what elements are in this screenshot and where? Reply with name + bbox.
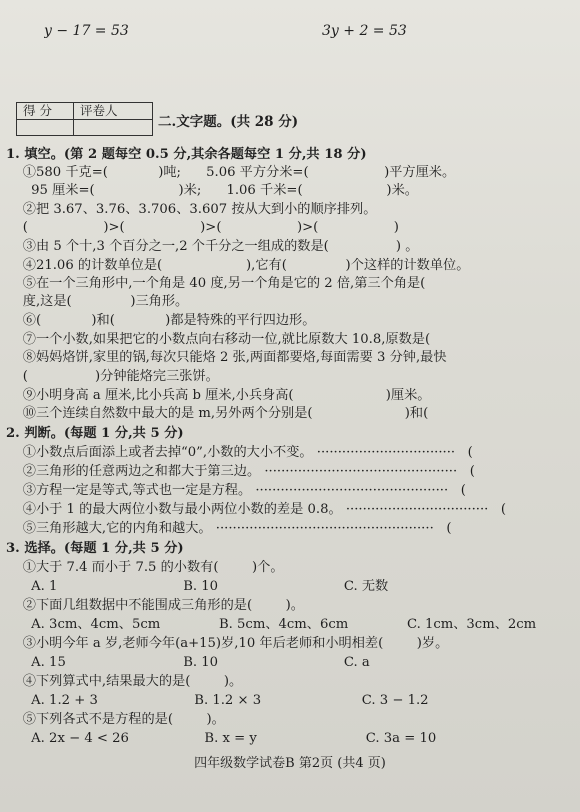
q3-item-2: ②下面几组数据中不能围成三角形的是( )。	[6, 598, 304, 613]
page-footer: 四年级数学试卷B 第2页 (共4 页)	[194, 756, 386, 771]
grader-label: 评卷人	[80, 103, 118, 118]
q3-item-1-options: A. 1 B. 10 C. 无数	[6, 579, 389, 594]
q2-item-2: ②三角形的任意两边之和都大于第三边。 ·············································· (	[6, 464, 475, 479]
q2-item-5: ⑤三角形越大,它的内角和越大。 ···················································· (	[6, 521, 452, 536]
q3-item-4-options: A. 1.2 + 3 B. 1.2 × 3 C. 3 − 1.2	[6, 693, 429, 708]
q1-item-10: ⑩三个连续自然数中最大的是 m,另外两个分别是( )和(	[6, 406, 429, 421]
q3-item-3-options: A. 15 B. 10 C. a	[6, 655, 370, 670]
q1-item-5b: 度,这是( )三角形。	[6, 294, 189, 309]
q1-item-8a: ⑧妈妈烙饼,家里的锅,每次只能烙 2 张,两面都要烙,每面需要 3 分钟,最快	[6, 350, 447, 365]
equation-2: 3y + 2 = 53	[322, 23, 407, 39]
q2-item-3: ③方程一定是等式,等式也一定是方程。 ·············································· (	[6, 483, 466, 498]
q2-item-4: ④小于 1 的最大两位小数与最小两位小数的差是 0.8。 ·································· (	[6, 502, 507, 517]
score-label: 得 分	[23, 103, 52, 118]
q1-item-7: ⑦一个小数,如果把它的小数点向右移动一位,就比原数大 10.8,原数是(	[6, 332, 431, 347]
q3-item-4: ④下列算式中,结果最大的是( )。	[6, 674, 243, 689]
q3-item-5-options: A. 2x − 4 < 26 B. x = y C. 3a = 10	[6, 731, 437, 746]
q1-item-3: ③由 5 个十,3 个百分之一,2 个千分之一组成的数是( ) 。	[6, 239, 419, 254]
q1-item-6: ⑥( )和( )都是特殊的平行四边形。	[6, 313, 316, 328]
score-box-divider-h	[17, 119, 152, 120]
equation-1: y − 17 = 53	[44, 23, 129, 39]
q3-item-2-options: A. 3cm、4cm、5cm B. 5cm、4cm、6cm C. 1cm、3cm、2cm	[6, 617, 537, 632]
section-title: 二.文字题。(共 28 分)	[158, 114, 299, 130]
q1-item-2: ②把 3.67、3.76、3.706、3.607 按从大到小的顺序排列。	[6, 202, 377, 217]
q1-item-5a: ⑤在一个三角形中,一个角是 40 度,另一个角是它的 2 倍,第三个角是(	[6, 276, 426, 291]
score-box	[16, 102, 153, 136]
q3-item-5: ⑤下列各式不是方程的是( )。	[6, 712, 225, 727]
q1-item-9: ⑨小明身高 a 厘米,比小兵高 b 厘米,小兵身高( )厘米。	[6, 388, 431, 403]
q1-item-4: ④21.06 的计数单位是( ),它有( )个这样的计数单位。	[6, 258, 470, 273]
score-box-divider-v	[73, 103, 74, 135]
q1-item-1b: 95 厘米=( )米; 1.06 千米=( )米。	[6, 183, 418, 198]
q1-heading: 1. 填空。(第 2 题每空 0.5 分,其余各题每空 1 分,共 18 分)	[6, 147, 367, 162]
q1-item-1a: ①580 千克=( )吨; 5.06 平方分米=( )平方厘米。	[6, 165, 456, 180]
q3-item-3: ③小明今年 a 岁,老师今年(a+15)岁,10 年后老师和小明相差( )岁。	[6, 636, 449, 651]
q2-heading: 2. 判断。(每题 1 分,共 5 分)	[6, 426, 184, 441]
q1-item-8b: ( )分钟能烙完三张饼。	[6, 369, 219, 384]
q2-item-1: ①小数点后面添上或者去掉“0”,小数的大小不变。 ································· (	[6, 445, 473, 460]
q3-item-1: ①大于 7.4 而小于 7.5 的小数有( )个。	[6, 560, 284, 575]
q1-item-2-blanks: ( )>( )>( )>( )	[6, 220, 399, 235]
q3-heading: 3. 选择。(每题 1 分,共 5 分)	[6, 541, 184, 556]
